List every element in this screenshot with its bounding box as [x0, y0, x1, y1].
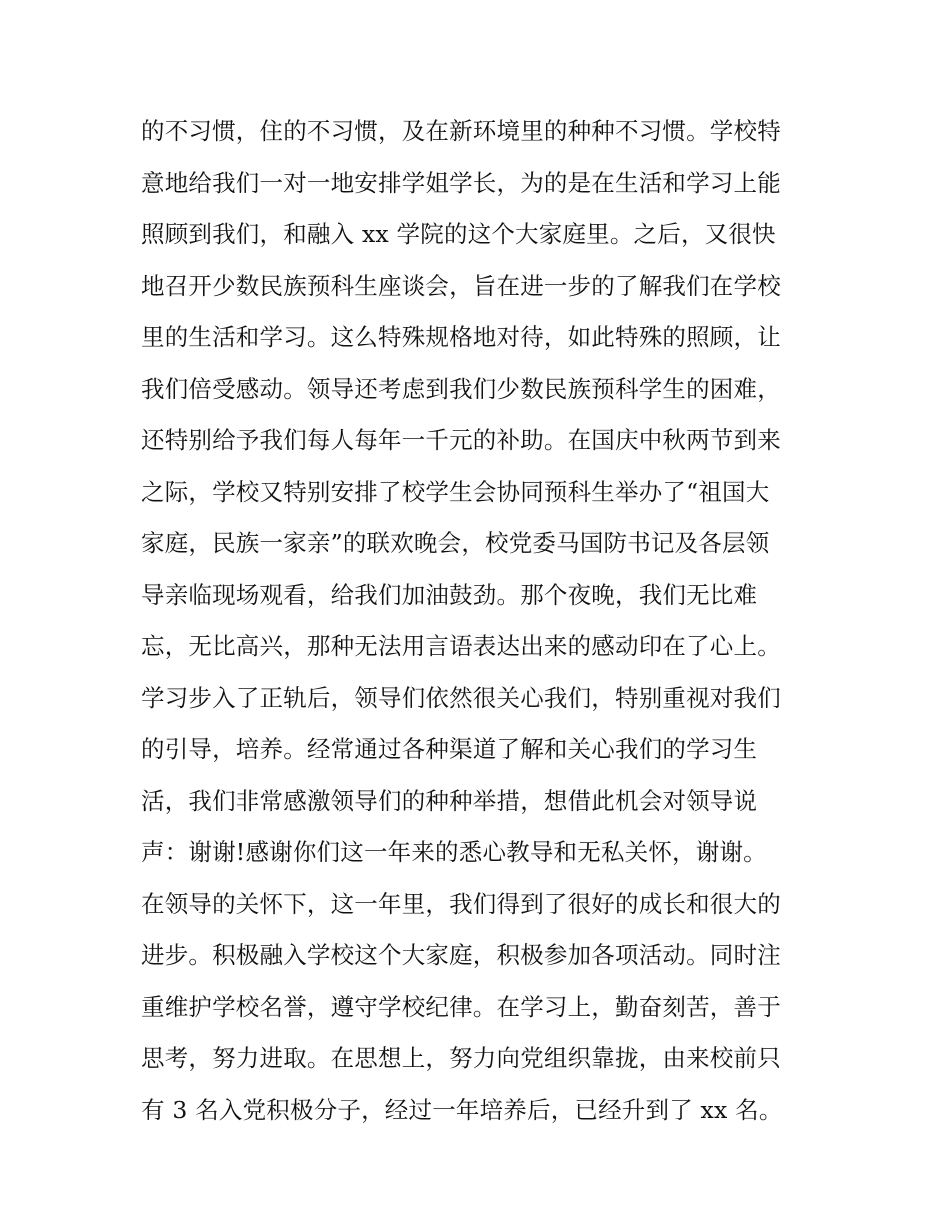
text-line: 地召开少数民族预科生座谈会，旨在进一步的了解我们在学校: [141, 271, 781, 300]
text-line: 活，我们非常感激领导们的种种举措，想借此机会对领导说: [141, 786, 758, 815]
text-line: 在领导的关怀下，这一年里，我们得到了很好的成长和很大的: [141, 889, 781, 918]
body-text: [141, 106, 831, 1136]
text-line: 意地给我们一对一地安排学姐学长，为的是在生活和学习上能: [141, 168, 781, 197]
text-line: 家庭，民族一家亲”的联欢晚会，校党委马国防书记及各层领: [141, 529, 770, 557]
text-line: 重维护学校名誉，遵守学校纪律。在学习上，勤奋刻苦，善于: [141, 992, 781, 1021]
text-line: 的引导，培养。经常通过各种渠道了解和关心我们的学习生: [141, 735, 758, 763]
text-line: 学习步入了正轨后，领导们依然很关心我们，特别重视对我们: [141, 683, 781, 712]
text-line: 进步。积极融入学校这个大家庭，积极参加各项活动。同时注: [141, 941, 781, 969]
text-line: 声：谢谢!感谢你们这一年来的悉心教导和无私关怀，谢谢。: [141, 838, 767, 866]
text-line: 思考，努力进取。在思想上，努力向党组织靠拢，由来校前只: [141, 1044, 781, 1072]
text-line: 忘，无比高兴，那种无法用言语表达出来的感动印在了心上。: [141, 632, 781, 660]
text-line: 里的生活和学习。这么特殊规格地对待，如此特殊的照顾，让: [141, 323, 781, 351]
text-line: 照顾到我们，和融入 xx 学院的这个大家庭里。之后，又很快: [141, 220, 776, 248]
text-line: 导亲临现场观看，给我们加油鼓劲。那个夜晚，我们无比难: [141, 580, 758, 609]
text-line: 之际，学校又特别安排了校学生会协同预科生举办了“祖国大: [141, 477, 770, 506]
text-line: 有 3 名入党积极分子，经过一年培养后，已经升到了 xx 名。: [141, 1095, 783, 1124]
text-line: 我们倍受感动。领导还考虑到我们少数民族预科学生的困难，: [141, 374, 781, 403]
text-line: 还特别给予我们每人每年一千元的补助。在国庆中秋两节到来: [141, 426, 781, 454]
text-line: 的不习惯，住的不习惯，及在新环境里的种种不习惯。学校特: [141, 117, 781, 145]
